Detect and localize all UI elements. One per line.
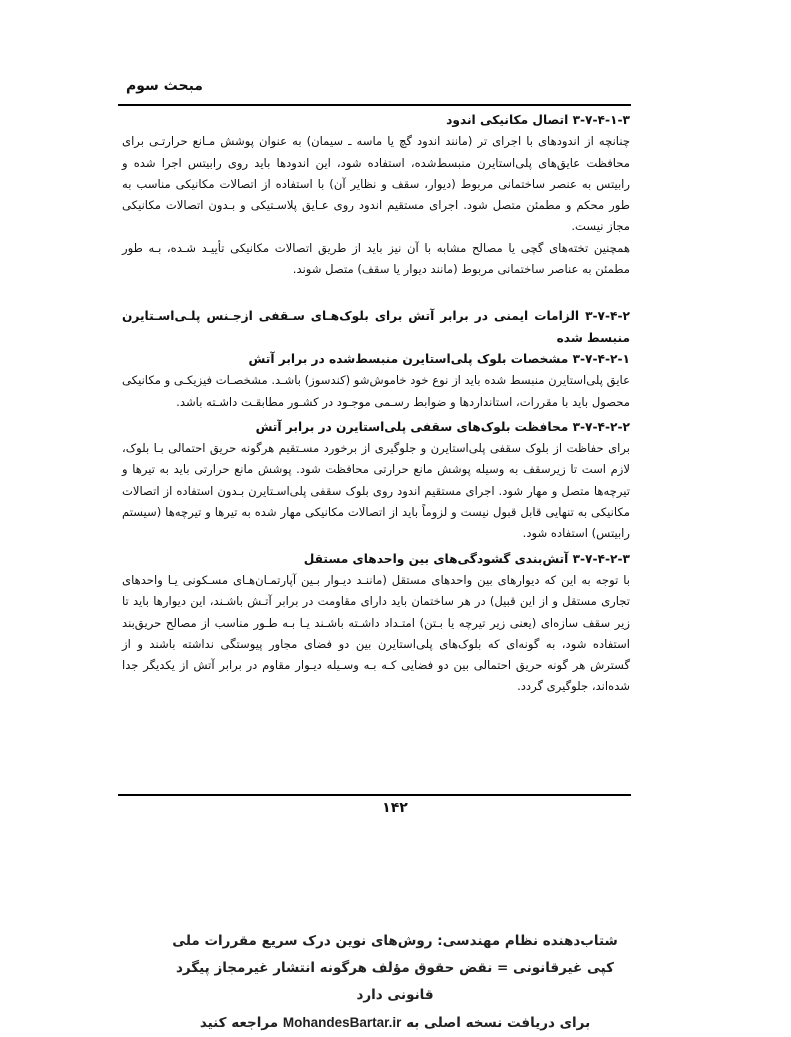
section-heading: ۳-۷-۴-۱-۳ اتصال مکانیکی اندود [446, 113, 630, 127]
footer-line-3 [160, 1009, 630, 1037]
paragraph: با توجه به این که دیوارهای بین واحدهای مستقل (ماننـد دیـوار بـین آپارتمـان‌هـای مسـکونی یـا واحدهای تجاری مستقل و از این قبیل) در هر ساختمان باید دارای مقاومت در برابر آتـش باشـند، این دیوارها باید تا زیر سقف سازه‌ای (یعنی زیر تیرچه یا بـتن) امتـداد داشـته باشـند یـا بـه طـور مناسب از مصالح حریق‌بند استفاده شود، به گونه‌ای که بلوک‌های پلی‌استایرن بین دو فضای مجاور پیوستگی نداشته باشند و از گسترش هر گونه حریق احتمالی بین دو فضایی کـه بـه وسـیله دیـوار مقاوم در برابر آتش از یکدیگر جدا شده‌اند، جلوگیری گردد. [122, 572, 630, 694]
page-content [122, 110, 630, 698]
header-rule [118, 104, 631, 106]
subsection-heading: ۳-۷-۴-۲-۱ مشخصات بلوک پلی‌استایرن منبسط‌شده در برابر آتش [248, 351, 630, 366]
footer-line-3-suffix: مراجعه کنید [199, 1015, 279, 1031]
paragraph: عایق پلی‌استایرن منبسط شده باید از نوع خود خاموش‌شو (کندسوز) باشـد. مشخصـات فیزیکـی و مکانیکی محصول باید با مقررات، استانداردها و ضوابط رسـمی موجـود در کشـور مطابقـت داشـته باشد. [122, 373, 630, 409]
page-number: ۱۴۲ [382, 800, 408, 816]
footer-line-3-prefix: برای دریافت نسخه اصلی به [406, 1015, 591, 1031]
paragraph: چنانچه از اندودهای با اجرای تر (مانند اندود گچ یا ماسه ـ سیمان) به عنوان پوشش مـانع حرارتـی برای محافظت عایق‌های پلی‌استایرن منبسط‌شده، استفاده شود، این اندودها باید روی رابیتس اجرا شده و رابیتس به عنصر ساختمانی مربوط (دیوار، سقف و نظایر آن) با استفاده از اتصالات مکانیکی مناسب به طور محکم و مطمئن متصل شود. اجرای مستقیم اندود روی عـایق پلاسـتیکی و بـدون اتصالات مکانیکی مجاز نیست. [122, 134, 630, 234]
footer-site-link[interactable]: MohandesBartar.ir [282, 1015, 402, 1030]
chapter-title: مبحث سوم [126, 78, 203, 94]
subsection-heading: ۳-۷-۴-۲-۲ محافظت بلوک‌های سقفی پلی‌استایرن در برابر آتش [255, 419, 630, 434]
watermark-footer [160, 928, 630, 1037]
footer-line-1: شتاب‌دهنده نظام مهندسی: روش‌های نوین درک سریع مقررات ملی [172, 933, 618, 949]
paragraph: همچنین تخته‌های گچی یا مصالح مشابه با آن نیز باید از طریق اتصالات مکانیکی تأییـد شـده، بـه طور مطمئن به عناصر ساختمانی مربوط (مانند دیوار یا سقف) متصل شوند. [122, 240, 630, 277]
footer-rule [118, 794, 631, 796]
section-heading: ۳-۷-۴-۲ الزامات ایمنی در برابر آتش برای بلوک‌هـای سـقفی ازجـنس پلـی‌اسـتایرن منبسط شده [122, 309, 630, 345]
paragraph: برای حفاظت از بلوک سقفی پلی‌استایرن و جلوگیری از برخورد مسـتقیم هرگونه حریق احتمالی بـا بلوک، لازم است تا زیرسقف به وسیله پوشش مانع حرارتی محافظت شود. پوشش مانع حرارتی باید به تیرها و تیرچه‌ها متصل و مهار شود. اجرای مستقیم اندود روی بلوک سقفی پلی‌اسـتایرن بـدون استفاده از اتصالات مکانیکی به تنهایی قابل قبول نیست و لزوماً باید از اتصالات مکانیکی مهار شده به تیرها و تیرچه‌ها (سیستم رابیتس) استفاده شود. [122, 441, 630, 541]
subsection-heading: ۳-۷-۴-۲-۳ آتش‌بندی گشودگی‌های بین واحدهای مستقل [303, 551, 630, 566]
footer-line-2: کپی غیرقانونی = نقض حقوق مؤلف هرگونه انتشار غیرمجاز پیگرد قانونی دارد [175, 960, 614, 1003]
